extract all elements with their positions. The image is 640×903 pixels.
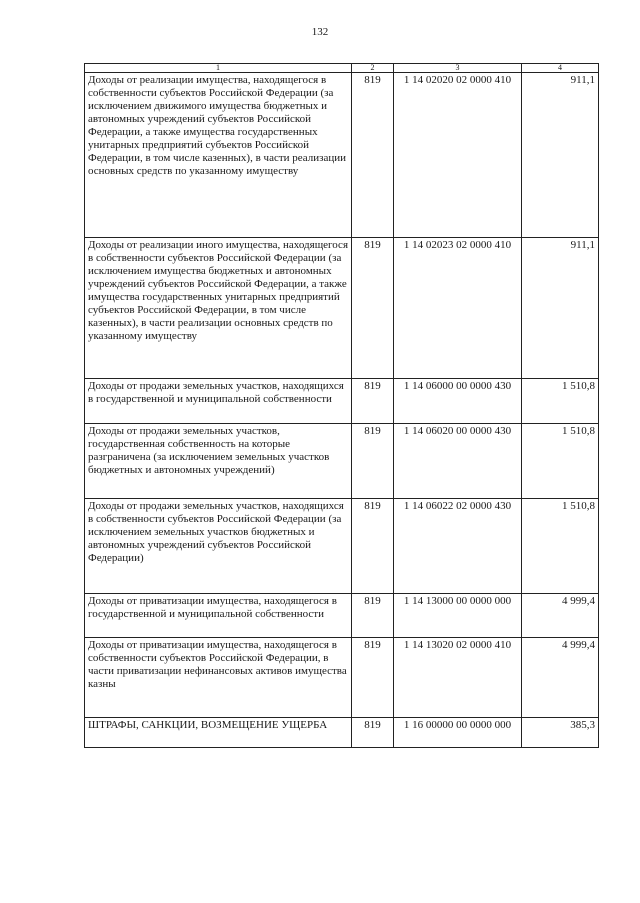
table-row	[85, 424, 599, 499]
admin-code: 819	[352, 638, 394, 718]
amount: 911,1	[522, 73, 599, 238]
table-row	[85, 73, 599, 238]
amount: 385,3	[522, 718, 599, 748]
table-header-row	[85, 64, 599, 73]
row-description: Доходы от продажи земельных участков, находящихся в государственной и муниципальной собственности	[85, 379, 352, 424]
amount: 1 510,8	[522, 424, 599, 499]
column-header: 2	[352, 64, 394, 73]
table-row	[85, 379, 599, 424]
row-description: Доходы от продажи земельных участков, находящихся в собственности субъектов Российской Федерации (за исключением земельных участков бюджетных и автономных учреждений субъектов Российской Федерации)	[85, 499, 352, 594]
column-header: 1	[85, 64, 352, 73]
table-row	[85, 718, 599, 748]
admin-code: 819	[352, 379, 394, 424]
amount: 1 510,8	[522, 379, 599, 424]
table-row	[85, 499, 599, 594]
row-description: Доходы от реализации иного имущества, находящегося в собственности субъектов Российской Федерации (за исключением имущества бюджетных и автономных учреждений субъектов Российской Федерации, а также имущества государственных унитарных предприятий субъектов Российской Федерации, в том числе казенных), в части реализации основных средств по указанному имуществу	[85, 238, 352, 379]
kbk-code: 1 14 13000 00 0000 000	[394, 594, 522, 638]
kbk-code: 1 16 00000 00 0000 000	[394, 718, 522, 748]
column-header: 4	[522, 64, 599, 73]
page-number: 132	[311, 26, 329, 38]
kbk-code: 1 14 02020 02 0000 410	[394, 73, 522, 238]
admin-code: 819	[352, 718, 394, 748]
admin-code: 819	[352, 424, 394, 499]
row-description: Доходы от продажи земельных участков, государственная собственность на которые разграничена (за исключением земельных участков бюджетных и автономных учреждений)	[85, 424, 352, 499]
kbk-code: 1 14 13020 02 0000 410	[394, 638, 522, 718]
admin-code: 819	[352, 73, 394, 238]
admin-code: 819	[352, 594, 394, 638]
admin-code: 819	[352, 499, 394, 594]
kbk-code: 1 14 06020 00 0000 430	[394, 424, 522, 499]
row-description: Доходы от приватизации имущества, находящегося в собственности субъектов Российской Федерации, в части приватизации нефинансовых активов имущества казны	[85, 638, 352, 718]
amount: 911,1	[522, 238, 599, 379]
amount: 4 999,4	[522, 638, 599, 718]
revenue-table	[84, 63, 599, 748]
row-description: Доходы от реализации имущества, находящегося в собственности субъектов Российской Федерации (за исключением движимого имущества бюджетных и автономных учреждений субъектов Российской Федерации, а также имущества государственных унитарных предприятий субъектов Российской Федерации, в том числе казенных), в части реализации основных средств по указанному имуществу	[85, 73, 352, 238]
kbk-code: 1 14 06000 00 0000 430	[394, 379, 522, 424]
row-description: Доходы от приватизации имущества, находящегося в государственной и муниципальной собственности	[85, 594, 352, 638]
table-row	[85, 238, 599, 379]
kbk-code: 1 14 02023 02 0000 410	[394, 238, 522, 379]
row-description: ШТРАФЫ, САНКЦИИ, ВОЗМЕЩЕНИЕ УЩЕРБА	[85, 718, 352, 748]
kbk-code: 1 14 06022 02 0000 430	[394, 499, 522, 594]
amount: 1 510,8	[522, 499, 599, 594]
table-row	[85, 594, 599, 638]
table-row	[85, 638, 599, 718]
column-header: 3	[394, 64, 522, 73]
amount: 4 999,4	[522, 594, 599, 638]
admin-code: 819	[352, 238, 394, 379]
